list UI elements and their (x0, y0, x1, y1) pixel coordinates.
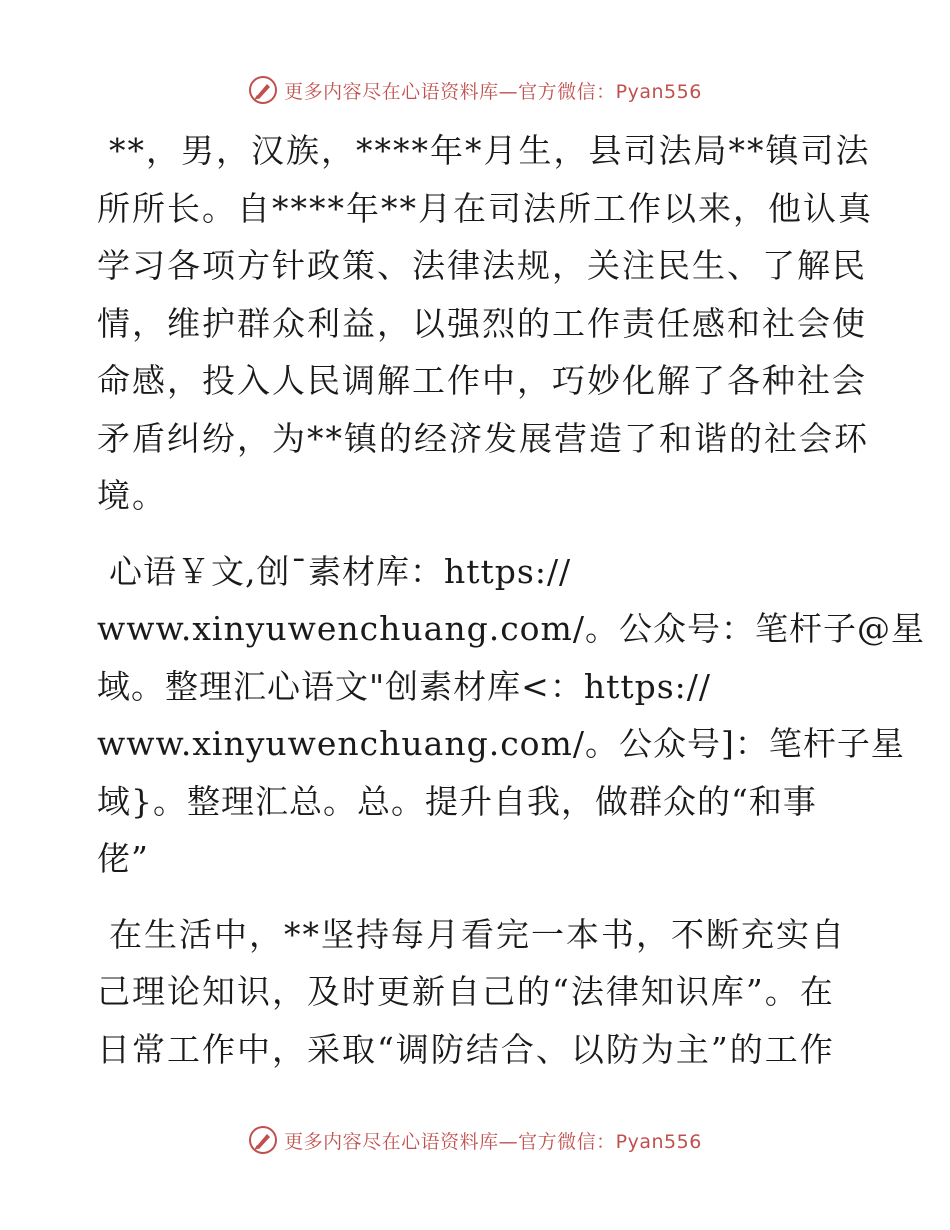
footer-banner-text: 更多内容尽在心语资料库—官方微信：Pyan556 (284, 1130, 702, 1153)
text-line: 境。 (97, 476, 167, 515)
pen-nib-logo-icon (248, 75, 278, 105)
text-line: 学习各项方针政策、法律法规，关注民生、了解民 (97, 246, 867, 285)
text-line: 矛盾纠纷，为**镇的经济发展营造了和谐的社会环 (97, 418, 869, 458)
text-line: **，男，汉族，****年*月生，县司法局**镇司法 (109, 131, 871, 170)
header-banner (0, 70, 950, 110)
text-line: www.xinyuwenchuang.com/。公众号：笔杆子@星 (97, 609, 925, 648)
paragraph-1 (97, 122, 873, 525)
document-body (97, 122, 925, 1078)
text-line: 命感，投入人民调解工作中，巧妙化解了各种社会 (97, 361, 867, 400)
text-line: 心语￥文,创¯素材库：https:// (109, 551, 572, 591)
text-line: 己理论知识，及时更新自己的“法律知识库”。在 (97, 972, 835, 1011)
text-line: 域}。整理汇总。总。提升自我，做群众的“和事 (97, 781, 817, 821)
text-line: 情，维护群众利益，以强烈的工作责任感和社会使 (97, 303, 867, 343)
text-line: www.xinyuwenchuang.com/。公众号]：笔杆子星 (97, 724, 905, 763)
text-line: 佬” (97, 839, 149, 878)
text-line: 在生活中，**坚持每月看完一本书，不断充实自 (109, 914, 846, 954)
text-line: 域。整理汇心语文"创素材库<：https:// (97, 666, 712, 706)
paragraph-3 (97, 906, 853, 1079)
footer-banner (0, 1120, 950, 1160)
paragraph-2 (97, 543, 925, 888)
text-line: 日常工作中，采取“调防结合、以防为主”的工作 (97, 1029, 835, 1069)
pen-nib-logo-icon (248, 1125, 278, 1155)
header-banner-text: 更多内容尽在心语资料库—官方微信：Pyan556 (284, 80, 702, 103)
text-line: 所所长。自****年**月在司法所工作以来，他认真 (97, 188, 873, 228)
